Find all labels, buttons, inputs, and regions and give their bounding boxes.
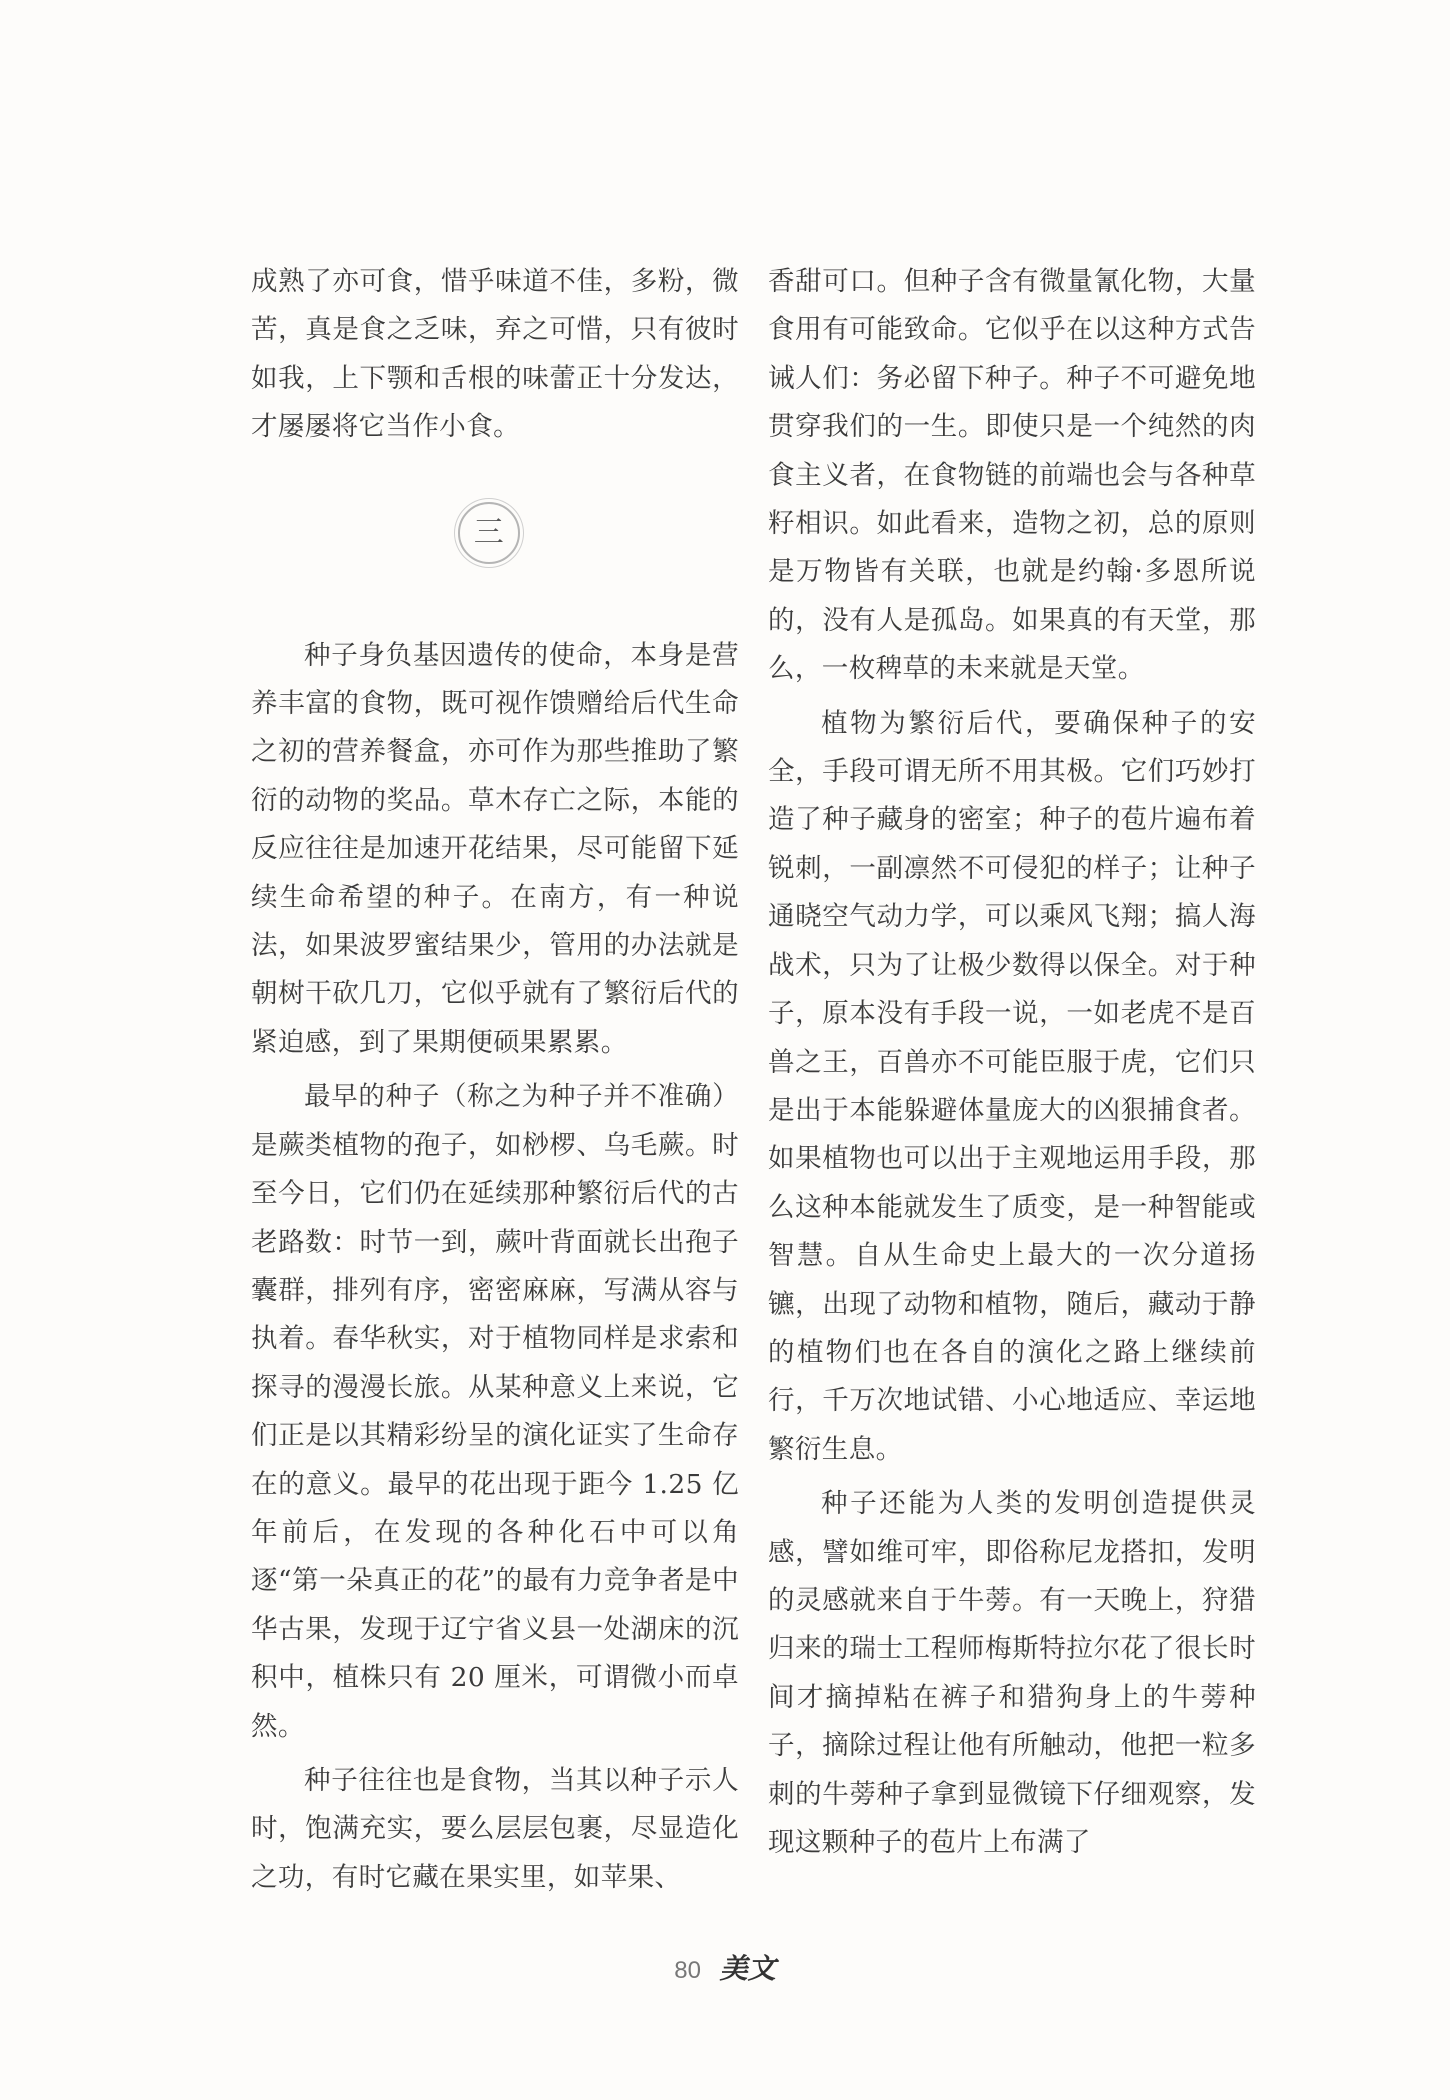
- left-column: [251, 258, 739, 1902]
- magazine-logo: 美文: [719, 1952, 776, 1985]
- page-footer: [0, 1947, 1450, 1987]
- paragraph: 种子还能为人类的发明创造提供灵感，譬如维可牢，即俗称尼龙搭扣，发明的灵感就来自于牛蒡。有一天晚上，狩猎归来的瑞士工程师梅斯特拉尔花了很长时间才摘掉粘在裤子和猎狗身上的牛蒡种子，摘除过程让他有所触动，他把一粒多刺的牛蒡种子拿到显微镜下仔细观察，发现这颗种子的苞片上布满了: [768, 1488, 1256, 1858]
- paragraph: 香甜可口。但种子含有微量氰化物，大量食用有可能致命。它似乎在以这种方式告诫人们：务必留下种子。种子不可避免地贯穿我们的一生。即使只是一个纯然的肉食主义者，在食物链的前端也会与各种草籽相识。如此看来，造物之初，总的原则是万物皆有关联，也就是约翰·多恩所说的，没有人是孤岛。如果真的有天堂，那么，一枚稗草的未来就是天堂。: [768, 266, 1256, 685]
- section-divider: [251, 452, 739, 632]
- right-column: [768, 258, 1256, 1867]
- paragraph: 成熟了亦可食，惜乎味道不佳，多粉，微苦，真是食之乏味，弃之可惜，只有彼时如我，上下颚和舌根的味蕾正十分发达，才屡屡将它当作小食。: [251, 266, 739, 443]
- paragraph: 种子往往也是食物，当其以种子示人时，饱满充实，要么层层包裹，尽显造化之功，有时它藏在果实里，如苹果、: [251, 1764, 739, 1893]
- section-number-badge: 三: [458, 502, 520, 564]
- paragraph: 植物为繁衍后代，要确保种子的安全，手段可谓无所不用其极。它们巧妙打造了种子藏身的密室；种子的苞片遍布着锐刺，一副凛然不可侵犯的样子；让种子通晓空气动力学，可以乘风飞翔；搞人海战术，只为了让极少数得以保全。对于种子，原本没有手段一说，一如老虎不是百兽之王，百兽亦不可能臣服于虎，它们只是出于本能躲避体量庞大的凶狠捕食者。如果植物也可以出于主观地运用手段，那么这种本能就发生了质变，是一种智能或智慧。自从生命史上最大的一次分道扬镳，出现了动物和植物，随后，藏动于静的植物们也在各自的演化之路上继续前行，千万次地试错、小心地适应、幸运地繁衍生息。: [768, 707, 1256, 1465]
- paragraph: 最早的种子（称之为种子并不准确）是蕨类植物的孢子，如桫椤、乌毛蕨。时至今日，它们仍在延续那种繁衍后代的古老路数：时节一到，蕨叶背面就长出孢子囊群，排列有序，密密麻麻，写满从容与执着。春华秋实，对于植物同样是求索和探寻的漫漫长旅。从某种意义上来说，它们正是以其精彩纷呈的演化证实了生命存在的意义。最早的花出现于距今 1.25 亿年前后，在发现的各种化石中可以角逐“第一朵真正的花”的最有力竞争者是中华古果，发现于辽宁省义县一处湖床的沉积中，植株只有 20 厘米，可谓微小而卓然。: [251, 1081, 739, 1742]
- page-number: 80: [674, 1957, 701, 1984]
- paragraph: 种子身负基因遗传的使命，本身是营养丰富的食物，既可视作馈赠给后代生命之初的营养餐盒，亦可作为那些推助了繁衍的动物的奖品。草木存亡之际，本能的反应往往是加速开花结果，尽可能留下延续生命希望的种子。在南方，有一种说法，如果波罗蜜结果少，管用的办法就是朝树干砍几刀，它似乎就有了繁衍后代的紧迫感，到了果期便硕果累累。: [251, 639, 739, 1058]
